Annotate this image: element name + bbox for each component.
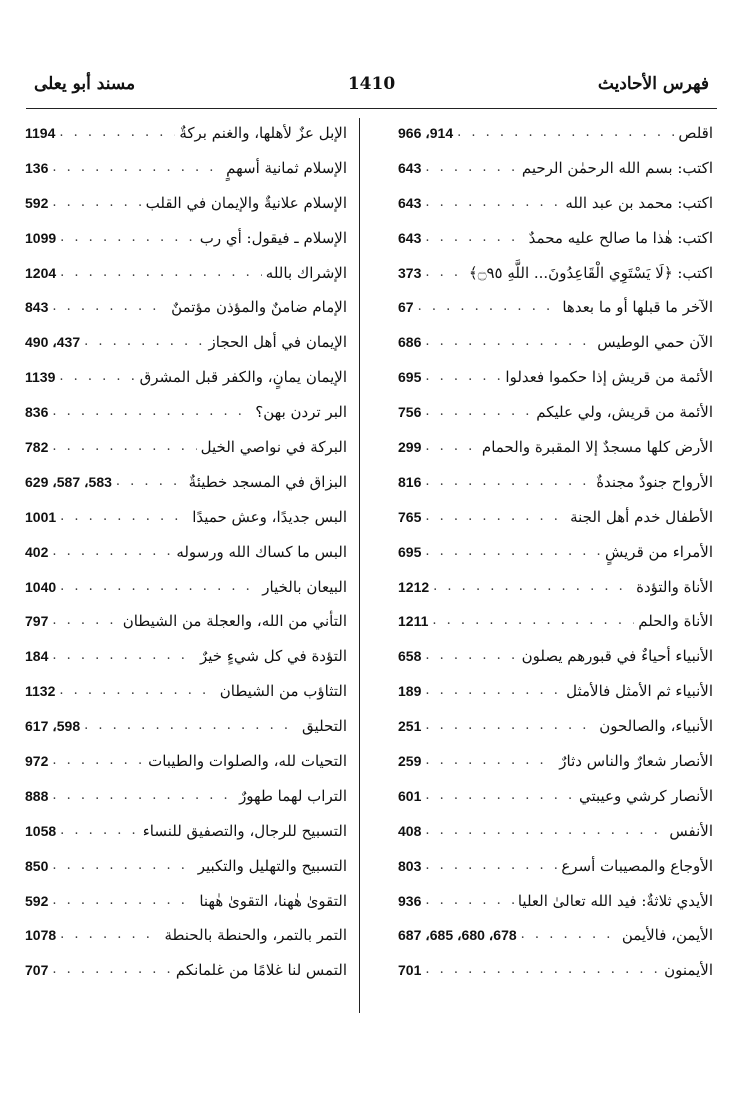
index-entry	[398, 186, 713, 221]
leader-dots	[52, 953, 171, 988]
entry-reference: 373	[398, 264, 422, 281]
entry-reference: 592	[25, 892, 49, 909]
leader-dots	[425, 779, 575, 814]
index-entry	[25, 221, 347, 256]
entry-reference: 850	[25, 857, 49, 874]
entry-text: الأنصار شعارٌ والناس دثارٌ	[559, 752, 713, 771]
index-title: فهرس الأحاديث	[597, 74, 709, 94]
index-entry	[398, 814, 713, 849]
entry-text: التحليق	[302, 717, 347, 736]
entry-reference: 601	[398, 787, 422, 804]
leader-dots	[425, 500, 566, 535]
entry-reference: 888	[25, 787, 49, 804]
leader-dots	[425, 744, 555, 779]
entry-text: الآخر ما قبلها أو ما بعدها	[562, 298, 713, 317]
index-entry	[398, 639, 713, 674]
entry-reference: 1058	[25, 822, 57, 839]
entry-text: الإسلام علانيةٌ والإيمان في القلب	[145, 193, 347, 212]
leader-dots	[52, 186, 141, 221]
entry-text: الإبل عزٌ لأهلها، والغنم بركةٌ	[179, 124, 347, 142]
entry-text: الإسلام ثمانية أسهمٍ	[226, 158, 347, 177]
entry-text: اكتب: محمد بن عبد الله	[565, 193, 713, 212]
index-entry	[398, 884, 713, 919]
page-number: 1410	[347, 74, 396, 94]
index-entry	[398, 395, 713, 430]
leader-dots	[52, 290, 167, 325]
index-entry	[398, 674, 713, 709]
entry-reference: 1001	[25, 508, 57, 525]
entry-reference: 765	[398, 508, 422, 525]
entry-text: التراب لهما طهورٌ	[239, 786, 347, 805]
index-entry	[25, 814, 347, 849]
entry-text: البزاق في المسجد خطيئةٌ	[188, 472, 347, 491]
entry-text: التمس لنا غلامًا من غلمانكم	[175, 961, 347, 980]
entry-reference: 836	[25, 404, 49, 421]
entry-reference: 1194	[25, 125, 56, 141]
entry-text: البس جديدًا، وعش حميدًا	[192, 507, 347, 526]
entry-reference: 782	[25, 439, 49, 456]
index-entry	[398, 744, 713, 779]
entry-reference: 707	[25, 962, 49, 979]
entry-reference: 1212	[398, 578, 430, 595]
header-rule	[26, 108, 717, 109]
leader-dots	[433, 570, 632, 605]
entry-text: الأناة والحلم	[638, 612, 713, 631]
leader-dots	[425, 849, 557, 884]
leader-dots	[60, 500, 188, 535]
index-entry	[398, 570, 713, 605]
index-entry	[398, 221, 713, 256]
index-entry	[25, 953, 347, 988]
entry-text: الإيمان في أهل الحجاز	[208, 333, 347, 352]
index-entry	[398, 604, 713, 639]
entry-text: الأيمن، فالأيمن	[621, 926, 713, 945]
entry-reference: 617 ،598	[25, 718, 81, 735]
index-entry	[25, 674, 347, 709]
index-entry	[25, 779, 347, 814]
index-entry	[25, 744, 347, 779]
index-entry	[25, 430, 347, 465]
entry-reference: 843	[25, 299, 49, 316]
entry-reference: 1204	[25, 264, 57, 281]
index-entry	[25, 570, 347, 605]
leader-dots	[52, 744, 144, 779]
leader-dots	[425, 814, 665, 849]
index-entry	[25, 395, 347, 430]
leader-dots	[59, 116, 175, 151]
entry-text: التمر بالتمر، والحنطة بالحنطة	[164, 926, 347, 945]
entry-text: الأرواح جنودٌ مجندةٌ	[596, 472, 713, 491]
entry-reference: 629 ،587 ،583	[25, 473, 112, 490]
entry-text: الإشراك بالله	[265, 263, 347, 282]
leader-dots	[52, 849, 193, 884]
entry-text: الأنصار كرشي وعيبتي	[578, 786, 713, 805]
entry-text: الأئمة من قريش، ولي عليكم	[536, 403, 713, 422]
entry-text: الأوجاع والمصيبات أسرع	[561, 856, 713, 875]
index-entry	[25, 290, 347, 325]
index-entry	[25, 918, 347, 953]
leader-dots	[425, 360, 501, 395]
entry-reference: 1211	[398, 613, 429, 630]
entry-text: الأرض كلها مسجدٌ إلا المقبرة والحمام	[481, 438, 713, 457]
leader-dots	[52, 151, 222, 186]
entry-reference: 592	[25, 194, 49, 211]
index-entry	[398, 325, 713, 360]
entry-reference: 816	[398, 473, 422, 490]
index-entry	[25, 151, 347, 186]
entry-reference: 1099	[25, 229, 57, 246]
entry-text: البس ما كساك الله ورسوله	[176, 542, 347, 561]
index-entry	[398, 779, 713, 814]
index-entry	[25, 709, 347, 744]
book-title: مسند أبو يعلى	[34, 74, 136, 94]
index-entry	[25, 186, 347, 221]
entry-reference: 695	[398, 543, 422, 560]
index-entry	[398, 709, 713, 744]
leader-dots	[425, 395, 532, 430]
entry-text: الأيدي ثلاثةٌ: فيد الله تعالىٰ العليا	[517, 891, 713, 910]
entry-reference: 686	[398, 334, 422, 351]
entry-reference: 1139	[25, 369, 56, 386]
index-entry	[25, 325, 347, 360]
entry-reference: 67	[398, 299, 414, 316]
entry-reference: 972	[25, 753, 49, 770]
entry-reference: 695	[398, 369, 422, 386]
page-header	[30, 70, 713, 104]
entry-text: الأيمنون	[664, 961, 713, 980]
entry-text: الإسلام ـ فيقول: أي رب	[199, 228, 347, 247]
entry-text: اقلص	[678, 124, 713, 142]
entry-text: الأمراء من قريشٍ	[605, 542, 713, 561]
entry-reference: 1078	[25, 927, 57, 944]
index-entry	[398, 290, 713, 325]
index-entry	[398, 500, 713, 535]
entry-reference: 299	[398, 439, 422, 456]
index-entry	[25, 360, 347, 395]
entry-text: التأني من الله، والعجلة من الشيطان	[122, 612, 347, 631]
index-entry	[398, 360, 713, 395]
leader-dots	[425, 221, 524, 256]
left-column	[25, 116, 347, 988]
leader-dots	[52, 430, 196, 465]
index-entry	[25, 465, 347, 500]
entry-text: الأنبياء أحياءٌ في قبورهم يصلون	[521, 647, 713, 666]
index-entry	[398, 849, 713, 884]
index-entry	[25, 604, 347, 639]
entry-reference: 259	[398, 753, 422, 770]
index-entry	[398, 535, 713, 570]
index-entry	[25, 256, 347, 291]
entry-reference: 408	[398, 822, 422, 839]
entry-reference: 1132	[25, 683, 56, 700]
entry-text: الإمام ضامنٌ والمؤذن مؤتمنٌ	[171, 298, 347, 317]
leader-dots	[425, 256, 465, 291]
entry-reference: 643	[398, 194, 422, 211]
leader-dots	[60, 814, 139, 849]
leader-dots	[425, 884, 513, 919]
leader-dots	[52, 779, 235, 814]
leader-dots	[425, 953, 660, 988]
entry-text: البيعان بالخيار	[262, 577, 347, 596]
index-entry	[398, 953, 713, 988]
entry-reference: 756	[398, 404, 422, 421]
entry-reference: 687 ،685 ،680 ،678	[398, 927, 517, 944]
entry-reference: 251	[398, 718, 422, 735]
entry-text: اكتب: ﴿لَا يَسْتَوِي الْقَاعِدُونَ... اللَّهِ ۝٩٥﴾	[468, 263, 713, 282]
leader-dots	[425, 709, 595, 744]
leader-dots	[52, 535, 172, 570]
entry-text: التثاؤب من الشيطان	[219, 682, 347, 701]
leader-dots	[116, 465, 185, 500]
leader-dots	[60, 256, 262, 291]
entry-reference: 643	[398, 159, 422, 176]
entry-reference: 797	[25, 613, 49, 630]
entry-reference: 189	[398, 683, 422, 700]
entry-text: التسبيح للرجال، والتصفيق للنساء	[142, 821, 347, 840]
leader-dots	[52, 884, 195, 919]
entry-reference: 936	[398, 892, 422, 909]
entry-text: الأئمة من قريش إذا حكموا فعدلوا	[505, 368, 713, 387]
index-entry	[25, 639, 347, 674]
leader-dots	[60, 570, 258, 605]
leader-dots	[425, 151, 517, 186]
leader-dots	[425, 465, 592, 500]
entry-reference: 966 ،914	[398, 125, 454, 141]
entry-text: الأناة والتؤدة	[636, 577, 713, 596]
index-entry	[25, 849, 347, 884]
index-entry	[25, 535, 347, 570]
entry-text: التسبيح والتهليل والتكبير	[197, 856, 347, 875]
leader-dots	[60, 221, 196, 256]
leader-dots	[425, 674, 562, 709]
entry-text: الآن حمي الوطيس	[597, 333, 713, 352]
leader-dots	[425, 535, 601, 570]
leader-dots	[432, 604, 634, 639]
entry-text: التؤدة في كل شيءٍ خيرٌ	[200, 647, 347, 666]
index-entry	[398, 116, 713, 151]
leader-dots	[457, 116, 674, 151]
entry-reference: 643	[398, 229, 422, 246]
entry-reference: 701	[398, 962, 422, 979]
index-entry	[398, 465, 713, 500]
entry-text: البر تردن بهن؟	[255, 403, 347, 422]
leader-dots	[425, 639, 517, 674]
leader-dots	[418, 290, 559, 325]
leader-dots	[84, 325, 204, 360]
index-entry	[25, 500, 347, 535]
entry-text: التقوىٰ هٰهنا، التقوىٰ هٰهنا	[199, 891, 347, 910]
index-entry	[398, 918, 713, 953]
entry-reference: 803	[398, 857, 422, 874]
leader-dots	[52, 639, 196, 674]
leader-dots	[425, 325, 593, 360]
leader-dots	[52, 395, 251, 430]
entry-text: اكتب: هٰذا ما صالح عليه محمدٌ	[528, 228, 713, 247]
entry-reference: 490 ،437	[25, 334, 81, 351]
leader-dots	[425, 430, 478, 465]
leader-dots	[59, 360, 135, 395]
entry-reference: 184	[25, 648, 49, 665]
entry-text: الأنفس	[669, 821, 713, 840]
leader-dots	[425, 186, 561, 221]
index-entry	[25, 884, 347, 919]
index-entry	[25, 116, 347, 151]
entry-text: الأنبياء، والصالحون	[599, 717, 713, 736]
entry-text: الأطفال خدم أهل الجنة	[570, 507, 713, 526]
entry-reference: 1040	[25, 578, 57, 595]
index-entry	[398, 151, 713, 186]
index-entry	[398, 256, 713, 291]
entry-text: البركة في نواصي الخيل	[200, 438, 347, 457]
leader-dots	[52, 604, 118, 639]
column-divider	[359, 118, 360, 1013]
leader-dots	[59, 674, 215, 709]
entry-text: الإيمان يمانٍ، والكفر قبل المشرق	[139, 368, 347, 387]
index-entry	[398, 430, 713, 465]
entry-reference: 658	[398, 648, 422, 665]
entry-text: الأنبياء ثم الأمثل فالأمثل	[566, 682, 713, 701]
leader-dots	[60, 918, 160, 953]
leader-dots	[521, 918, 618, 953]
entry-text: اكتب: بسم الله الرحمٰن الرحيم	[521, 158, 713, 177]
entry-reference: 136	[25, 159, 49, 176]
leader-dots	[84, 709, 298, 744]
right-column	[398, 116, 713, 988]
entry-text: التحيات لله، والصلوات والطيبات	[148, 752, 347, 771]
entry-reference: 402	[25, 543, 49, 560]
